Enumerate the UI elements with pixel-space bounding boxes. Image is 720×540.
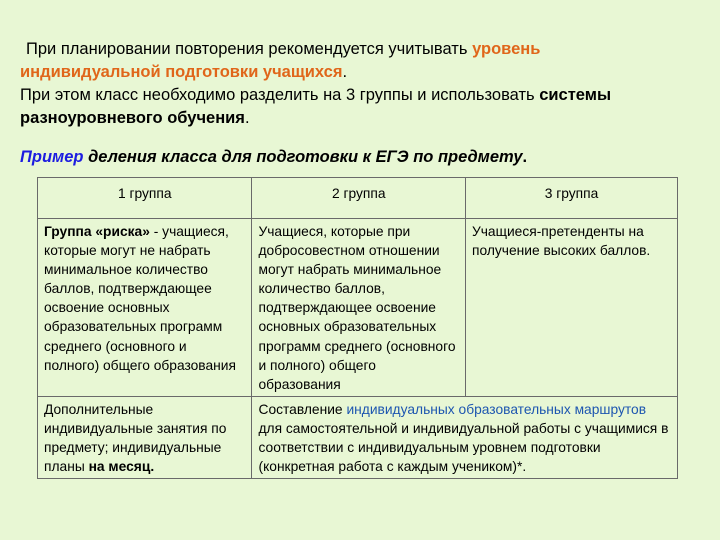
intro-line-4: [20, 107, 710, 130]
example-end: .: [522, 148, 528, 166]
table-header-row: [38, 178, 678, 219]
measures-bold: на месяц.: [88, 459, 155, 475]
table-row: [38, 219, 678, 397]
example-lead: Пример: [20, 148, 84, 166]
intro-text: При планировании повторения рекомендуется учитывать: [26, 40, 473, 58]
header-group-2: 2 группа: [252, 178, 466, 219]
bold-multilevel-learning: разноуровневого обучения: [20, 109, 245, 127]
bold-system: системы: [539, 86, 612, 104]
cell-group-3-description: Учащиеся-претенденты на получение высоких баллов.: [465, 219, 677, 397]
cell-group-2-3-measures: [252, 396, 678, 478]
header-group-1: 1 группа: [38, 178, 252, 219]
header-group-3: 3 группа: [465, 178, 677, 219]
example-heading: [20, 148, 710, 167]
intro-text-2: При этом класс необходимо разделить на 3 группы и использовать: [20, 86, 540, 104]
example-rest: деления класса для подготовки к ЕГЭ по предмету: [83, 148, 523, 166]
highlight-individual-preparation: индивидуальной подготовки учащихся: [20, 63, 343, 81]
routes-link-text: индивидуальных образовательных маршрутов: [346, 401, 647, 417]
cell-group-2-description: Учащиеся, которые при добросовестном отношении могут набрать минимальное количество баллов, подтверждающее освоение основных образовательных программ среднего (основного и полного) общего образования: [252, 219, 466, 397]
intro-punct-2: .: [244, 109, 250, 127]
highlight-level: уровень: [472, 40, 541, 58]
intro-punct: .: [342, 63, 348, 81]
routes-text-start: Составление: [258, 401, 347, 417]
table-row: [38, 396, 678, 478]
cell-group-1-description: [38, 219, 252, 397]
risk-group-text: - учащиеся, которые могут не набрать минимальное количество баллов, подтверждающее освоение основных образовательных программ среднего (основного и полного) общего образования: [44, 224, 236, 373]
intro-paragraph: [20, 38, 710, 130]
intro-line-2: [20, 61, 710, 84]
groups-table: [37, 177, 678, 479]
intro-line-3: [20, 84, 710, 107]
measures-text: Дополнительные индивидуальные занятия по предмету; индивидуальные планы: [44, 401, 227, 475]
cell-group-1-measures: [38, 396, 252, 478]
routes-text-rest: для самостоятельной и индивидуальной работы с учащимися в соответствии с индивидуальным уровнем подготовки (конкретная работа с каждым учеником)*.: [258, 420, 669, 475]
intro-line-1: [20, 38, 710, 61]
risk-group-label: Группа «риска»: [44, 224, 150, 239]
